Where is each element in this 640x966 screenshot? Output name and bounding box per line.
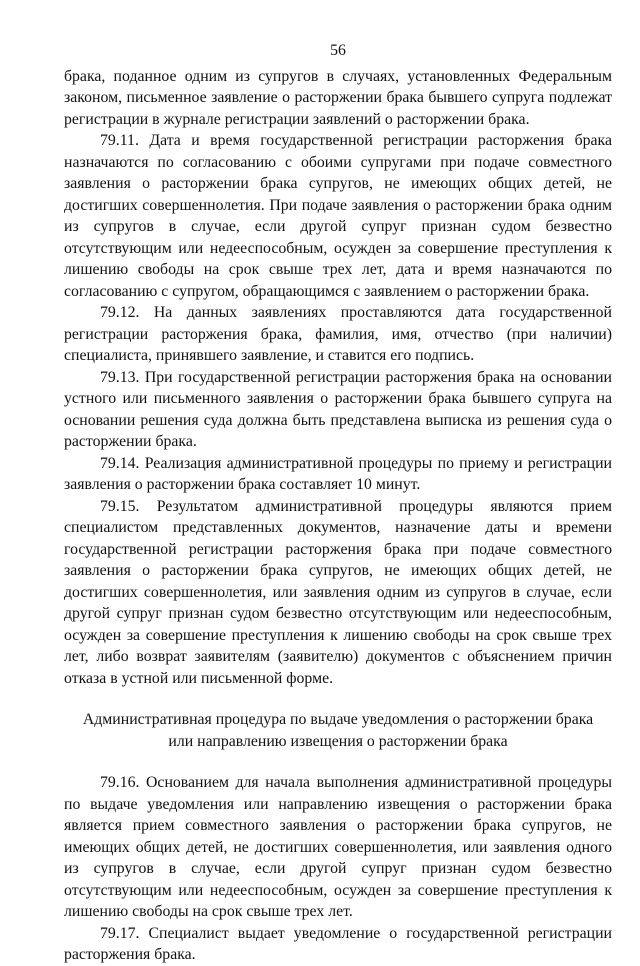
- paragraph-79-11: 79.11. Дата и время государственной регистрации расторжения брака назначаются по согласованию с обоими супругами при подаче совместного заявления о расторжении брака супругов, не имеющих общих детей, не достигших совершеннолетия. При подаче заявления о расторжении брака одним из супругов в случае, если другой супруг признан судом безвестно отсутствующим или недееспособным, осужден за совершение преступления к лишению свободы на срок свыше трех лет, дата и время назначаются по согласованию с супругом, обращающимся с заявлением о расторжении брака.: [64, 132, 612, 300]
- section-title-line-2: или направлению извещения о расторжении брака: [168, 732, 508, 750]
- paragraph-79-14: 79.14. Реализация административной процедуры по приему и регистрации заявления о расторжении брака составляет 10 минут.: [64, 454, 612, 493]
- paragraph-79-12: 79.12. На данных заявлениях проставляются дата государственной регистрации расторжения брака, фамилия, имя, отчество (при наличии) специалиста, принявшего заявление, и ставится его подпись.: [64, 304, 612, 364]
- section-title: [64, 709, 612, 752]
- page-number: 56: [330, 42, 346, 59]
- paragraph-79-17: 79.17. Специалист выдает уведомление о государственной регистрации расторжения брака.: [64, 924, 612, 963]
- paragraph-79-16: 79.16. Основанием для начала выполнения административной процедуры по выдаче уведомления или направлению извещения о расторжении брака является прием совместного заявления о расторжении брака супругов, не имеющих общих детей, не достигших совершеннолетия, или заявления одного из супругов в случае, если другой супруг признан судом безвестно отсутствующим или недееспособным, осужден за совершение преступления к лишению свободы на срок свыше трех лет.: [64, 774, 612, 920]
- paragraph-continuation: брака, поданное одним из супругов в случаях, установленных Федеральным законом, письменное заявление о расторжении брака бывшего супруга подлежат регистрации в журнале регистрации заявлений о расторжении брака.: [64, 67, 612, 128]
- document-page: [64, 40, 612, 966]
- paragraph-79-15: 79.15. Результатом административной процедуры являются прием специалистом представленных документов, назначение даты и времени государственной регистрации расторжения брака при подаче совместного заявления о расторжении брака супругов, не имеющих общих детей, не достигших совершеннолетия, или заявления одним из супругов в случае, если другой супруг признан судом безвестно отсутствующим или недееспособным, осужден за совершение преступления к лишению свободы на срок свыше трех лет, либо возврат заявителям (заявителю) документов с объяснением причин отказа в устной или письменной форме.: [64, 497, 612, 687]
- section-title-line-1: Административная процедура по выдаче уведомления о расторжении брака: [82, 711, 594, 728]
- paragraph-79-13: 79.13. При государственной регистрации расторжения брака на основании устного или письменного заявления о расторжении брака бывшего супруга на основании решения суда должна быть представлена выписка из решения суда о расторжении брака.: [64, 368, 612, 450]
